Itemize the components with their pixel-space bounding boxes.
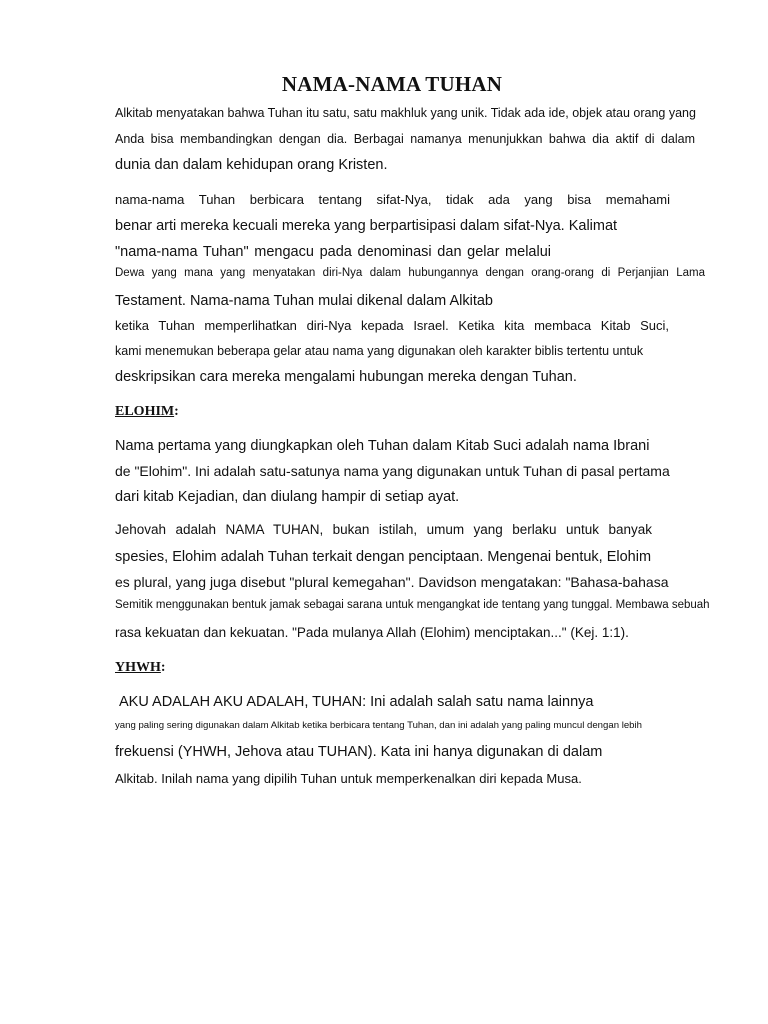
paragraph-line: Testament. Nama-nama Tuhan mulai dikenal dalam Alkitab xyxy=(115,293,493,309)
section-heading-elohim xyxy=(115,404,179,420)
paragraph-line: Jehovah adalah NAMA TUHAN, bukan istilah, umum yang berlaku untuk banyak xyxy=(115,522,652,537)
paragraph-line: ketika Tuhan memperlihatkan diri-Nya kepada Israel. Ketika kita membaca Kitab Suci, xyxy=(115,318,669,333)
heading-colon: : xyxy=(174,404,179,419)
heading-label: ELOHIM xyxy=(115,404,175,419)
heading-label: YHWH xyxy=(115,660,161,675)
paragraph-line: Nama pertama yang diungkapkan oleh Tuhan dalam Kitab Suci adalah nama Ibrani xyxy=(115,438,650,454)
section-heading-yhwh xyxy=(115,660,166,676)
paragraph-line: Semitik menggunakan bentuk jamak sebagai sarana untuk mengangkat ide tentang yang tunggal. Membawa sebuah xyxy=(115,599,710,611)
heading-colon: : xyxy=(160,660,166,675)
paragraph-line: Alkitab. Inilah nama yang dipilih Tuhan untuk memperkenalkan diri kepada Musa. xyxy=(115,771,582,786)
page-title: NAMA-NAMA TUHAN xyxy=(281,72,503,96)
paragraph-line: AKU ADALAH AKU ADALAH, TUHAN: Ini adalah salah satu nama lainnya xyxy=(119,694,594,710)
paragraph-line: deskripsikan cara mereka mengalami hubungan mereka dengan Tuhan. xyxy=(115,369,577,385)
paragraph-line: "nama-nama Tuhan" mengacu pada denominasi dan gelar melalui xyxy=(115,244,551,260)
paragraph-line: nama-nama Tuhan berbicara tentang sifat-Nya, tidak ada yang bisa memahami xyxy=(115,192,670,207)
paragraph-line: frekuensi (YHWH, Jehova atau TUHAN). Kata ini hanya digunakan di dalam xyxy=(115,744,603,760)
paragraph-line: es plural, yang juga disebut "plural kemegahan". Davidson mengatakan: "Bahasa-bahasa xyxy=(115,574,669,590)
paragraph-line: dunia dan dalam kehidupan orang Kristen. xyxy=(115,157,388,173)
paragraph-line: Alkitab menyatakan bahwa Tuhan itu satu, satu makhluk yang unik. Tidak ada ide, objek atau orang yang xyxy=(115,106,696,120)
paragraph-line: kami menemukan beberapa gelar atau nama yang digunakan oleh karakter biblis tertentu untuk xyxy=(115,344,644,358)
paragraph-line: de "Elohim". Ini adalah satu-satunya nama yang digunakan untuk Tuhan di pasal pertama xyxy=(115,463,670,479)
paragraph-line: yang paling sering digunakan dalam Alkitab ketika berbicara tentang Tuhan, dan ini adalah yang paling muncul dengan lebih xyxy=(115,720,642,731)
paragraph-line: benar arti mereka kecuali mereka yang berpartisipasi dalam sifat-Nya. Kalimat xyxy=(115,218,618,234)
paragraph-line: rasa kekuatan dan kekuatan. "Pada mulanya Allah (Elohim) menciptakan..." (Kej. 1:1). xyxy=(115,625,629,640)
paragraph-line: dari kitab Kejadian, dan diulang hampir di setiap ayat. xyxy=(115,489,460,505)
paragraph-line: spesies, Elohim adalah Tuhan terkait dengan penciptaan. Mengenai bentuk, Elohim xyxy=(115,549,652,565)
paragraph-line: Dewa yang mana yang menyatakan diri-Nya dalam hubungannya dengan orang-orang di Perjanjian Lama xyxy=(115,267,705,279)
paragraph-line: Anda bisa membandingkan dengan dia. Berbagai namanya menunjukkan bahwa dia aktif di dalam xyxy=(115,132,695,146)
